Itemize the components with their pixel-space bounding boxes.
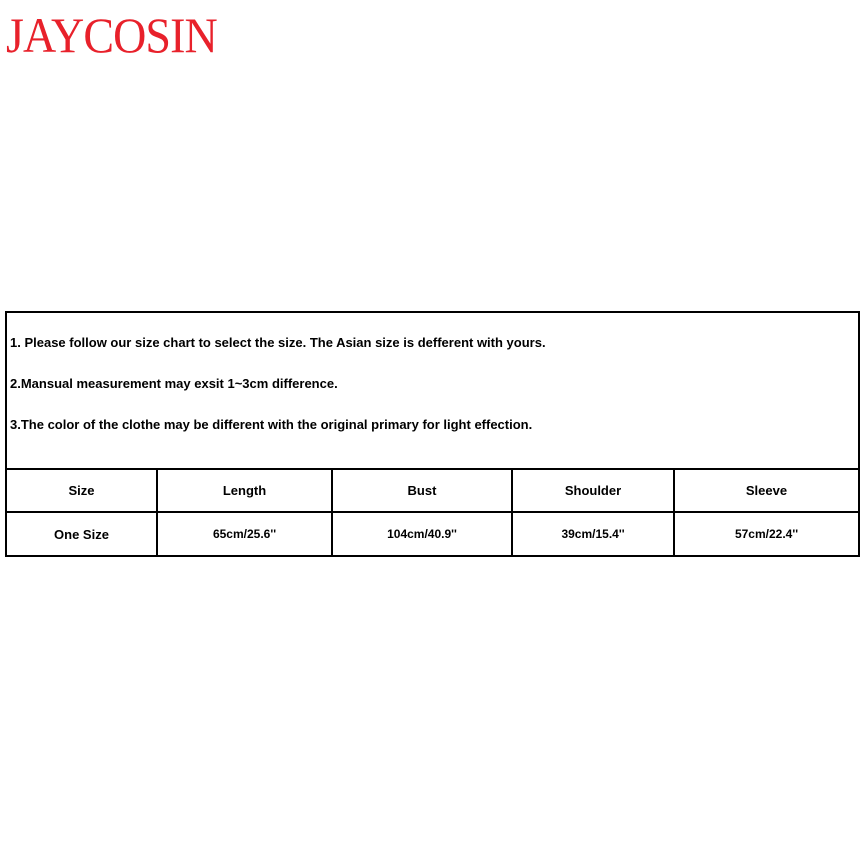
cell-bust: 104cm/40.9'' <box>332 512 512 555</box>
size-table <box>7 470 858 555</box>
header-size: Size <box>7 470 157 512</box>
cell-sleeve: 57cm/22.4'' <box>734 527 799 541</box>
size-notes <box>7 313 858 470</box>
table-row <box>7 512 858 555</box>
header-sleeve: Sleeve <box>674 470 858 512</box>
header-bust: Bust <box>332 470 512 512</box>
size-note: 2.Mansual measurement may exsit 1~3cm difference. <box>10 376 338 391</box>
header-length: Length <box>157 470 332 512</box>
size-chart <box>5 311 860 557</box>
size-note: 3.The color of the clothe may be different with the original primary for light effection. <box>10 417 533 432</box>
cell-length: 65cm/25.6'' <box>157 512 332 555</box>
brand-logo: JAYCOSIN <box>6 7 217 63</box>
cell-size: One Size <box>7 512 157 555</box>
table-header-row <box>7 470 858 512</box>
size-note: 1. Please follow our size chart to select the size. The Asian size is defferent with yours. <box>10 335 546 350</box>
cell-shoulder: 39cm/15.4'' <box>512 512 674 555</box>
header-shoulder: Shoulder <box>512 470 674 512</box>
